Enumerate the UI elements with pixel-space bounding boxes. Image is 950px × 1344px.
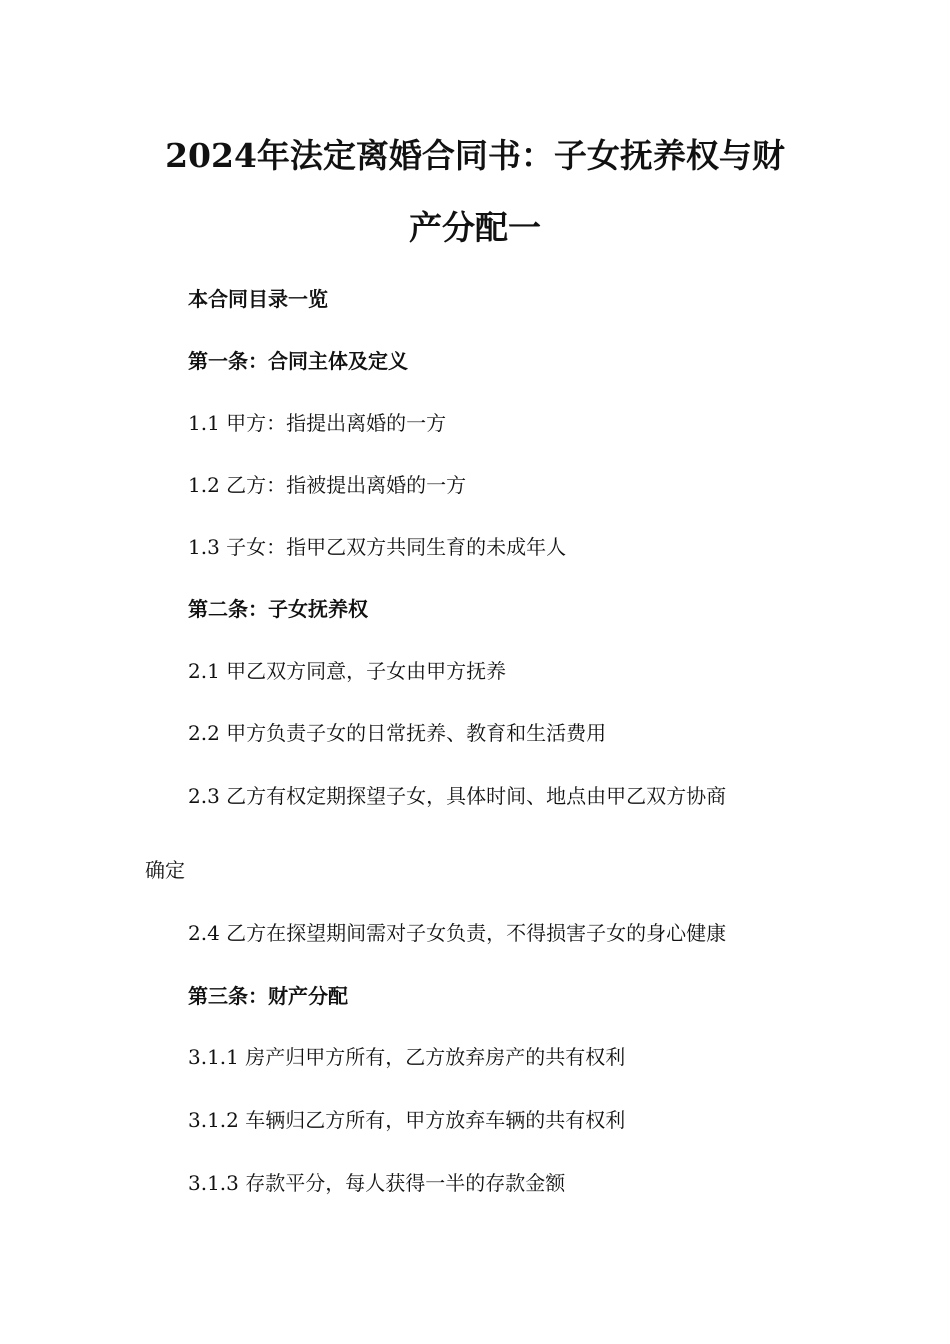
article-2-item-3: 2.3 乙方有权定期探望子女，具体时间、地点由甲乙双方协商 — [188, 784, 727, 808]
document-title-line-1: 2024年法定离婚合同书：子女抚养权与财 — [165, 136, 785, 175]
document-title-line-2: 产分配一 — [409, 208, 541, 247]
article-2-item-4: 2.4 乙方在探望期间需对子女负责，不得损害子女的身心健康 — [188, 921, 727, 945]
article-3-item-1: 3.1.1 房产归甲方所有，乙方放弃房产的共有权利 — [188, 1045, 626, 1069]
article-3-item-3: 3.1.3 存款平分，每人获得一半的存款金额 — [188, 1171, 566, 1195]
article-2-heading: 第二条：子女抚养权 — [188, 597, 368, 621]
article-1-item-1: 1.1 甲方：指提出离婚的一方 — [188, 411, 447, 435]
article-2-item-2: 2.2 甲方负责子女的日常抚养、教育和生活费用 — [188, 721, 607, 745]
toc-heading: 本合同目录一览 — [188, 287, 328, 311]
article-2-item-1: 2.1 甲乙双方同意，子女由甲方抚养 — [188, 659, 507, 683]
article-3-heading: 第三条：财产分配 — [188, 984, 348, 1008]
article-2-item-3-continuation: 确定 — [145, 858, 185, 882]
article-1-item-3: 1.3 子女：指甲乙双方共同生育的未成年人 — [188, 535, 567, 559]
article-3-item-2: 3.1.2 车辆归乙方所有，甲方放弃车辆的共有权利 — [188, 1108, 626, 1132]
article-1-item-2: 1.2 乙方：指被提出离婚的一方 — [188, 473, 467, 497]
article-1-heading: 第一条：合同主体及定义 — [188, 349, 408, 373]
